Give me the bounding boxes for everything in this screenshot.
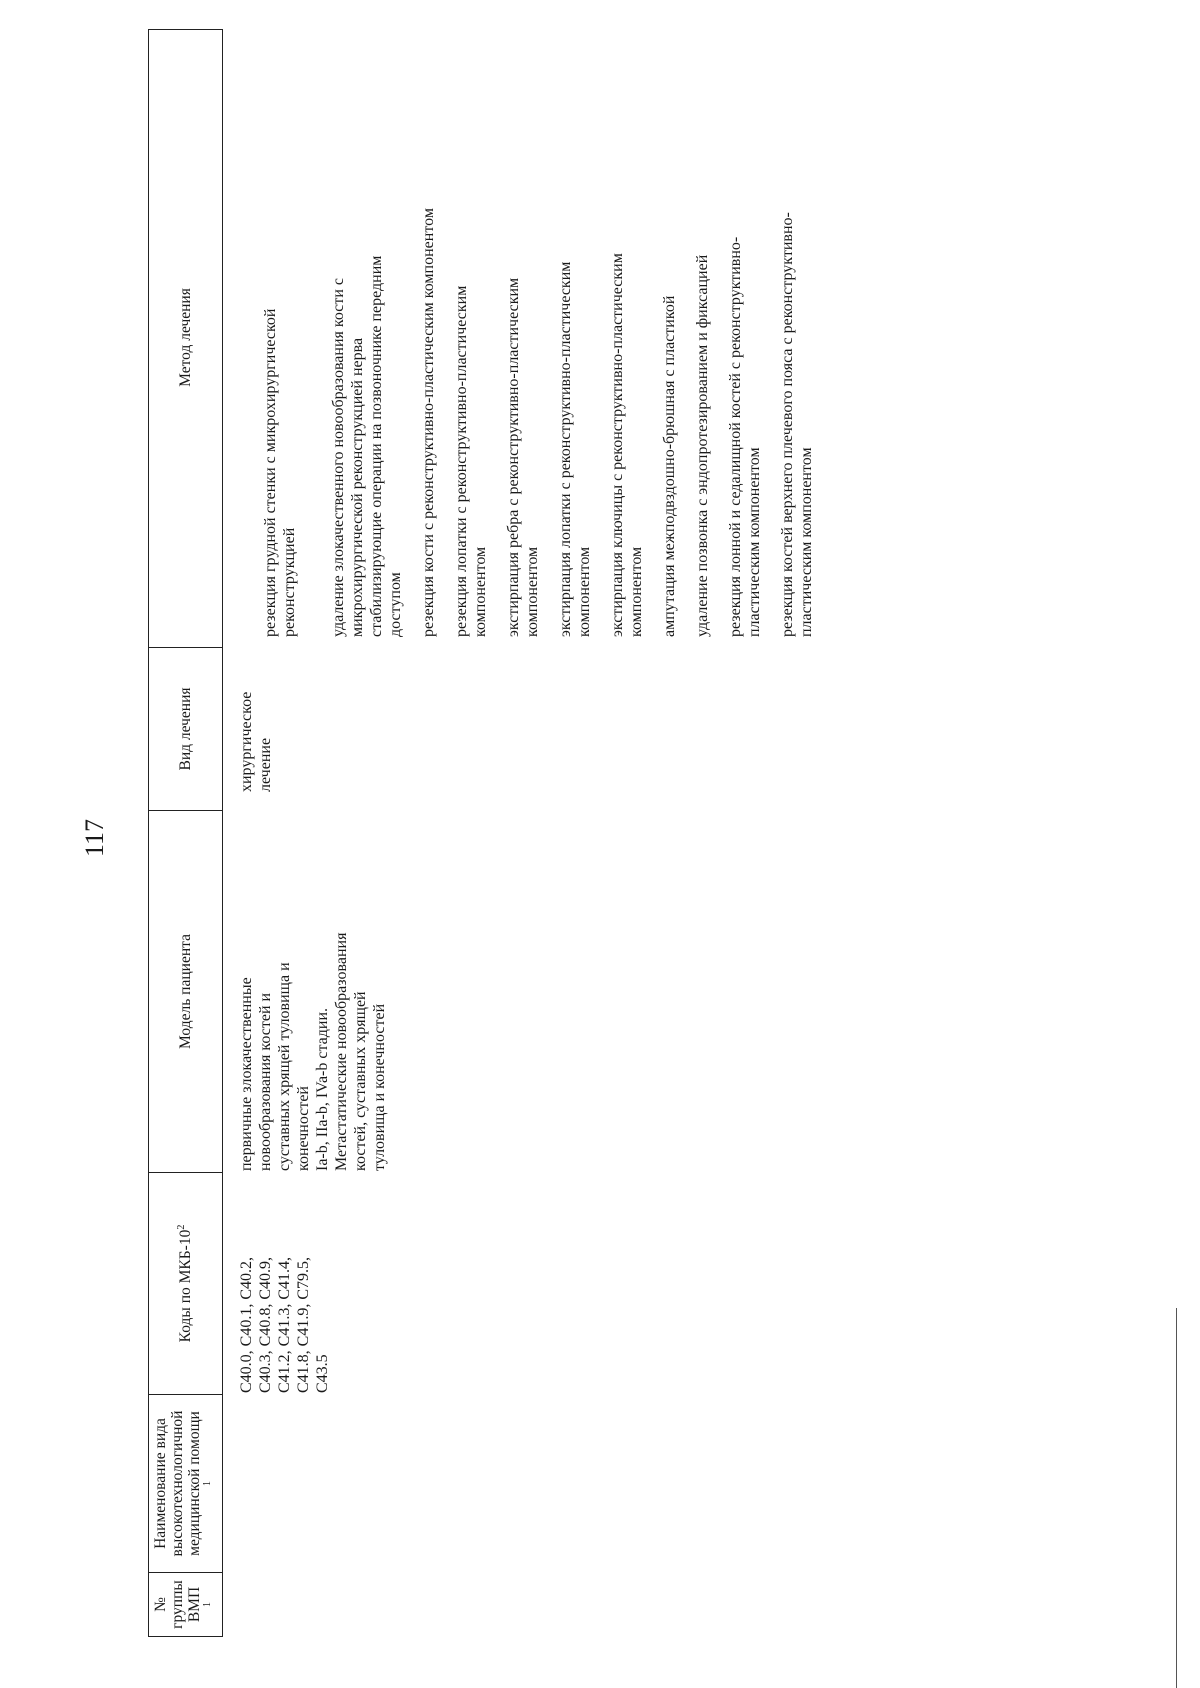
method-item: экстирпация ребра с реконструктивно-пластическим компонентом <box>505 277 541 637</box>
page-number: 117 <box>80 818 109 858</box>
method-item: удаление злокачественного новообразования кости с микрохирургической реконструкцией нерва <box>330 278 366 637</box>
patient-model-line: новообразования костей и <box>257 992 274 1171</box>
method-item: стабилизирующие операции на позвоночнике передним доступом <box>368 255 404 637</box>
treatment-table <box>148 29 1123 1637</box>
header-group-no <box>149 1572 222 1636</box>
footnote-marker: 1 <box>201 1481 213 1486</box>
method-item: экстирпация ключицы с реконструктивно-пластическим компонентом <box>609 253 645 637</box>
method-item: экстирпация лопатки с реконструктивно-пластическим компонентом <box>557 261 593 637</box>
method-item: резекция лонной и седалищной костей с реконструктивно- пластическим компонентом <box>727 236 763 637</box>
table-header <box>148 29 223 1637</box>
cell-patient-model <box>237 791 389 1171</box>
patient-model-line: суставных хрящей туловища и <box>276 962 293 1171</box>
header-name-text: Наименование вида высокотехнологичной медицинской помощи <box>151 1410 203 1557</box>
method-item: резекция кости с реконструктивно-пластическим компонентом <box>420 208 437 637</box>
patient-model-line: Ia-b, IIa-b, IVa-b стадии. <box>314 1007 331 1171</box>
header-treatment-type: Вид лечения <box>149 647 222 810</box>
method-item: резекция костей верхнего плечевого пояса с реконструктивно- пластическим компонентом <box>779 212 815 637</box>
header-group-no-text: № группы ВМП <box>151 1580 203 1629</box>
footnote-marker: 2 <box>175 1224 187 1230</box>
header-method: Метод лечения <box>177 288 194 387</box>
patient-model-line: туловища и конечностей <box>371 1003 388 1171</box>
bottom-divider <box>1176 1308 1177 1688</box>
cell-codes <box>237 1171 332 1393</box>
header-name <box>149 1394 222 1572</box>
treatment-type-text: хирургическое лечение <box>238 691 274 792</box>
header-codes-text: Коды по МКБ-10 <box>177 1229 194 1343</box>
method-item: резекция грудной стенки с микрохирургической реконструкцией <box>262 308 298 637</box>
table-row <box>223 29 1123 1637</box>
header-codes <box>149 1172 222 1394</box>
codes-text: C40.0, C40.1, C40.2, C40.3, C40.8, C40.9, C41.2, C41.3, C41.4, C41.8, C41.9, C79.5, C43.5 <box>238 1256 331 1393</box>
cell-method <box>261 17 830 637</box>
patient-model-line: Метастатические новообразования <box>333 932 350 1171</box>
cell-treatment-type <box>237 642 275 792</box>
method-item: резекция лопатки с реконструктивно-пластическим компонентом <box>453 285 489 637</box>
method-item: ампутация межподвздошно-брюшная с пластикой <box>661 295 678 637</box>
footnote-marker: 1 <box>201 1602 213 1608</box>
method-item: удаление позвонка с эндопротезированием и фиксацией <box>694 254 711 637</box>
patient-model-line: первичные злокачественные <box>238 977 255 1171</box>
patient-model-line: конечностей <box>295 1086 312 1171</box>
header-patient-model: Модель пациента <box>149 810 222 1172</box>
patient-model-line: костей, суставных хрящей <box>352 991 369 1171</box>
